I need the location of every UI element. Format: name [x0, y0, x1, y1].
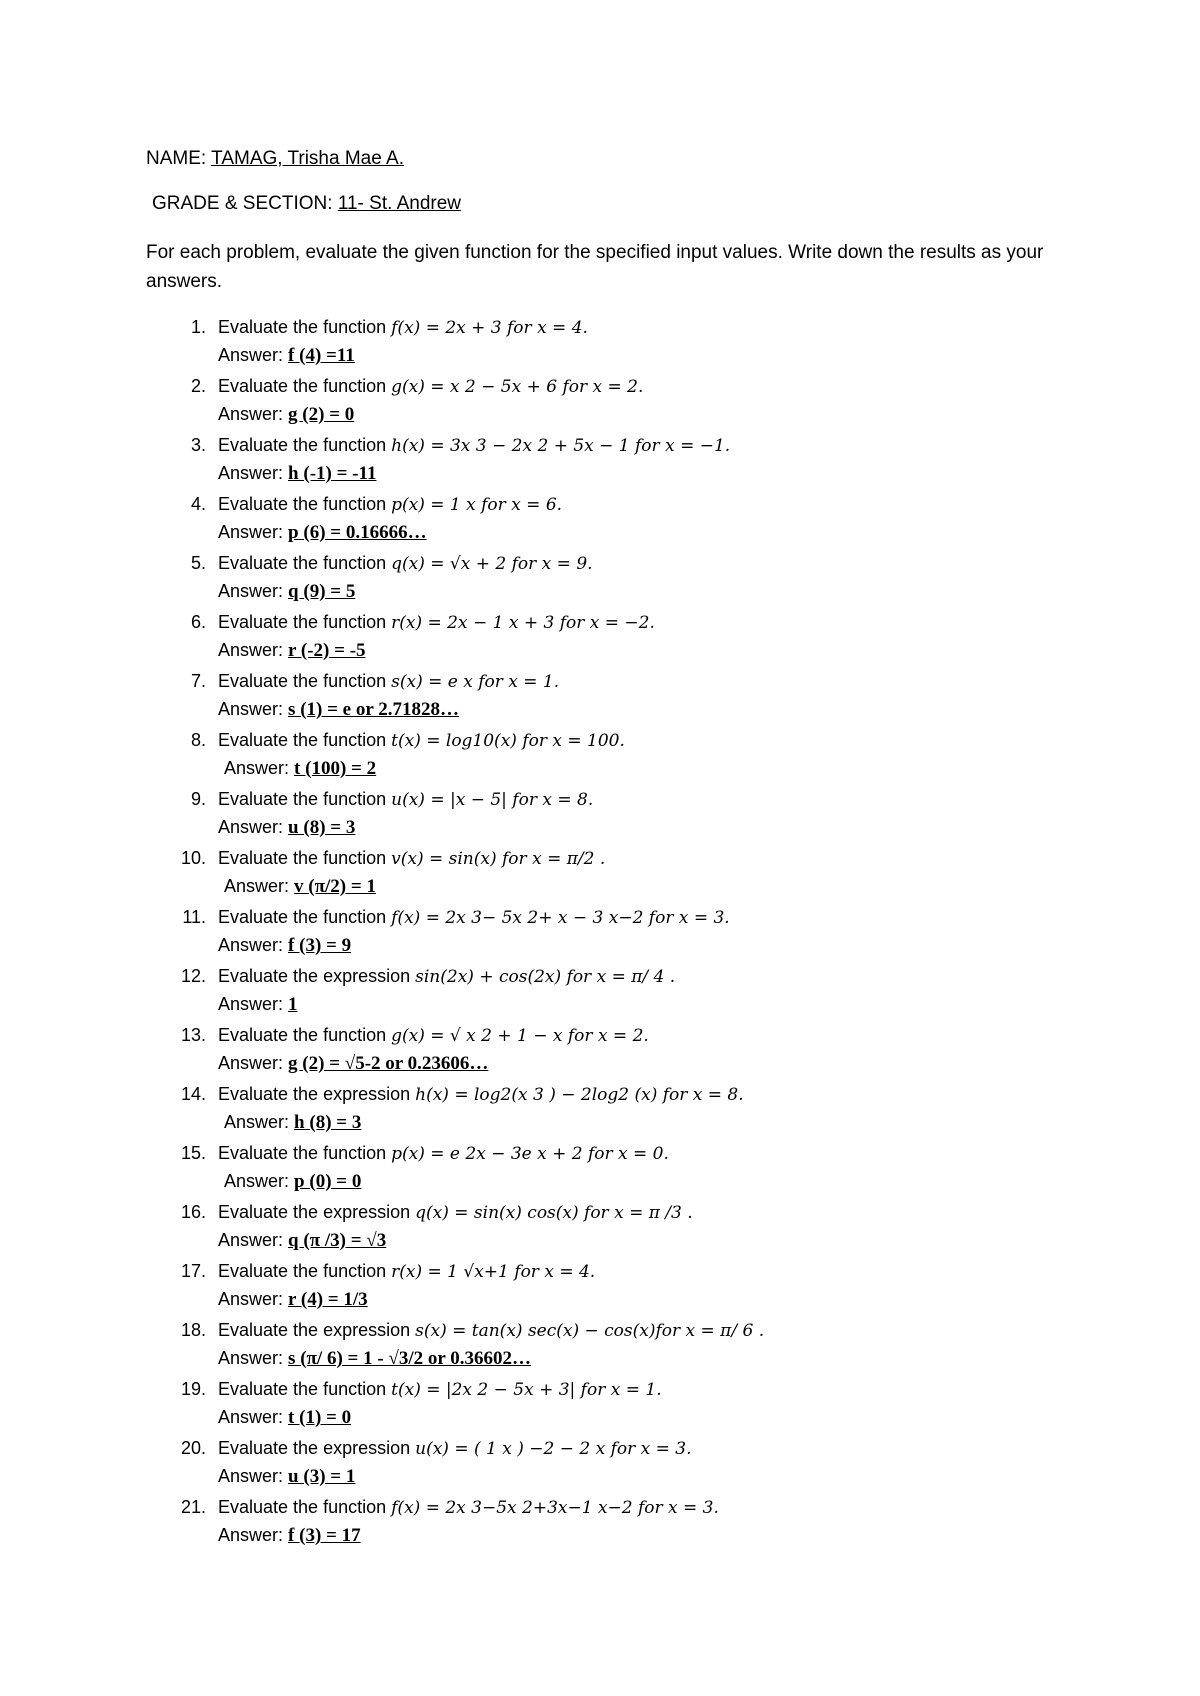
problem-answer-line: [218, 577, 355, 606]
answer-label: Answer:: [218, 463, 284, 483]
problem-number: 21.: [180, 1497, 206, 1517]
answer-label: Answer:: [218, 1053, 284, 1073]
problem-question: [218, 844, 605, 874]
answer-label: Answer:: [218, 581, 284, 601]
problem-answer-line: [218, 695, 459, 724]
answer-value: u (3) = 1: [288, 1466, 356, 1487]
problem-question: [218, 962, 675, 992]
problem-prefix: Evaluate the function: [218, 1143, 387, 1163]
problem-item: [146, 608, 1106, 667]
problem-prefix: Evaluate the function: [218, 317, 387, 337]
problem-prefix: Evaluate the function: [218, 1379, 387, 1399]
problem-answer-line: [218, 813, 355, 842]
problem-math: g(x) = √ x 2 + 1 − x for x = 2.: [391, 1026, 649, 1046]
problem-item: [146, 1139, 1106, 1198]
answer-label: Answer:: [218, 640, 284, 660]
answer-value: p (6) = 0.16666…: [288, 522, 427, 543]
answer-label: Answer:: [218, 699, 284, 719]
problem-prefix: Evaluate the expression: [218, 1438, 411, 1458]
problem-number: 13.: [180, 1025, 206, 1045]
problem-item: [146, 490, 1106, 549]
problem-prefix: Evaluate the expression: [218, 966, 411, 986]
problem-question: [218, 608, 655, 638]
problem-prefix: Evaluate the function: [218, 435, 387, 455]
problem-math: r(x) = 1 √x+1 for x = 4.: [391, 1262, 596, 1282]
problem-question: [218, 1375, 662, 1405]
problem-item: [146, 785, 1106, 844]
problem-answer-line: [218, 1285, 368, 1314]
problem-answer-line: [224, 1167, 361, 1196]
problem-question: [218, 1080, 744, 1110]
problem-item: [146, 1493, 1106, 1552]
problem-prefix: Evaluate the expression: [218, 1202, 411, 1222]
problem-question: [218, 667, 559, 697]
problem-question: [218, 726, 625, 756]
problem-math: u(x) = ( 1 x ) −2 − 2 x for x = 3.: [415, 1439, 692, 1459]
problem-item: [146, 962, 1106, 1021]
problem-number: 20.: [180, 1438, 206, 1458]
answer-value: p (0) = 0: [294, 1171, 362, 1192]
problem-math: s(x) = tan(x) sec(x) − cos(x)for x = π/ 6 .: [415, 1321, 765, 1341]
answer-label: Answer:: [218, 1348, 284, 1368]
problem-answer-line: [218, 1403, 351, 1432]
problem-item: [146, 549, 1106, 608]
problem-number: 12.: [180, 966, 206, 986]
problem-question: [218, 1021, 649, 1051]
problem-question: [218, 903, 730, 933]
grade-label: GRADE & SECTION:: [152, 193, 333, 214]
problem-number: 5.: [190, 553, 206, 573]
problem-number: 4.: [190, 494, 206, 514]
problem-answer-line: [218, 518, 427, 547]
problem-answer-line: [224, 872, 376, 901]
problem-prefix: Evaluate the function: [218, 494, 387, 514]
problem-prefix: Evaluate the function: [218, 730, 387, 750]
answer-value: t (1) = 0: [288, 1407, 352, 1428]
problem-item: [146, 844, 1106, 903]
problem-number: 10.: [180, 848, 206, 868]
problem-answer-line: [218, 1521, 361, 1550]
answer-label: Answer:: [218, 1466, 284, 1486]
problem-number: 9.: [190, 789, 206, 809]
problem-answer-line: [218, 1049, 488, 1078]
problem-answer-line: [218, 636, 366, 665]
problem-number: 18.: [180, 1320, 206, 1340]
problem-item: [146, 903, 1106, 962]
problem-question: [218, 1493, 719, 1523]
answer-label: Answer:: [224, 1112, 290, 1132]
answer-value: g (2) = 0: [288, 404, 355, 425]
answer-value: f (3) = 17: [288, 1525, 361, 1546]
problem-prefix: Evaluate the function: [218, 1497, 387, 1517]
problem-number: 7.: [190, 671, 206, 691]
answer-value: f (4) =11: [288, 345, 355, 366]
problem-number: 2.: [190, 376, 206, 396]
problem-question: [218, 1316, 764, 1346]
problem-answer-line: [224, 754, 376, 783]
answer-value: 1: [288, 994, 298, 1015]
answer-value: h (-1) = -11: [288, 463, 377, 484]
problem-prefix: Evaluate the function: [218, 907, 387, 927]
student-name-line: [146, 148, 404, 170]
problem-number: 19.: [180, 1379, 206, 1399]
answer-value: f (3) = 9: [288, 935, 352, 956]
problem-prefix: Evaluate the function: [218, 376, 387, 396]
problem-number: 8.: [190, 730, 206, 750]
problem-prefix: Evaluate the expression: [218, 1320, 411, 1340]
answer-value: r (-2) = -5: [288, 640, 366, 661]
answer-label: Answer:: [218, 994, 284, 1014]
problem-math: t(x) = log10(x) for x = 100.: [391, 731, 625, 751]
problem-math: q(x) = sin(x) cos(x) for x = π /3 .: [415, 1203, 693, 1223]
problem-prefix: Evaluate the function: [218, 1025, 387, 1045]
answer-label: Answer:: [218, 404, 284, 424]
problem-item: [146, 667, 1106, 726]
answer-label: Answer:: [218, 1230, 284, 1250]
problem-math: h(x) = 3x 3 − 2x 2 + 5x − 1 for x = −1.: [391, 436, 731, 456]
problem-item: [146, 372, 1106, 431]
problem-answer-line: [218, 1226, 386, 1255]
problem-answer-line: [218, 1344, 531, 1373]
problem-item: [146, 431, 1106, 490]
answer-label: Answer:: [224, 758, 290, 778]
answer-label: Answer:: [218, 345, 284, 365]
answer-label: Answer:: [224, 876, 290, 896]
problem-item: [146, 1021, 1106, 1080]
problem-math: f(x) = 2x + 3 for x = 4.: [391, 318, 588, 338]
answer-value: v (π/2) = 1: [294, 876, 376, 897]
grade-section-value: 11- St. Andrew: [337, 193, 462, 214]
answer-label: Answer:: [218, 1407, 284, 1427]
problem-math: g(x) = x 2 − 5x + 6 for x = 2.: [391, 377, 644, 397]
grade-section-line: [152, 193, 461, 215]
answer-value: u (8) = 3: [288, 817, 356, 838]
problem-answer-line: [218, 459, 376, 488]
problem-prefix: Evaluate the function: [218, 1261, 387, 1281]
problem-prefix: Evaluate the function: [218, 848, 387, 868]
problem-math: r(x) = 2x − 1 x + 3 for x = −2.: [391, 613, 655, 633]
answer-label: Answer:: [224, 1171, 290, 1191]
problem-answer-line: [218, 1462, 355, 1491]
problem-number: 14.: [180, 1084, 206, 1104]
problem-item: [146, 1375, 1106, 1434]
problem-math: q(x) = √x + 2 for x = 9.: [391, 554, 593, 574]
problem-question: [218, 490, 562, 520]
answer-label: Answer:: [218, 1525, 284, 1545]
answer-value: q (9) = 5: [288, 581, 356, 602]
answer-label: Answer:: [218, 935, 284, 955]
problem-prefix: Evaluate the function: [218, 789, 387, 809]
problem-number: 15.: [180, 1143, 206, 1163]
problem-question: [218, 431, 730, 461]
problem-item: [146, 1316, 1106, 1375]
problem-question: [218, 1139, 669, 1169]
problem-question: [218, 1434, 692, 1464]
problem-math: v(x) = sin(x) for x = π/2 .: [391, 849, 606, 869]
problem-item: [146, 1198, 1106, 1257]
problem-number: 11.: [182, 907, 206, 927]
problem-math: p(x) = e 2x − 3e x + 2 for x = 0.: [391, 1144, 669, 1164]
answer-label: Answer:: [218, 817, 284, 837]
problem-math: s(x) = e x for x = 1.: [391, 672, 560, 692]
answer-label: Answer:: [218, 1289, 284, 1309]
answer-value: s (π/ 6) = 1 - √3/2 or 0.36602…: [288, 1348, 531, 1369]
problem-question: [218, 1257, 595, 1287]
problem-math: sin(2x) + cos(2x) for x = π/ 4 .: [415, 967, 676, 987]
problem-question: [218, 785, 593, 815]
student-name: TAMAG, Trisha Mae A.: [211, 148, 404, 169]
problem-answer-line: [218, 400, 354, 429]
answer-value: s (1) = e or 2.71828…: [288, 699, 459, 720]
answer-value: t (100) = 2: [294, 758, 377, 779]
problem-math: f(x) = 2x 3−5x 2+3x−1 x−2 for x = 3.: [391, 1498, 719, 1518]
answer-value: q (π /3) = √3: [288, 1230, 387, 1251]
problem-item: [146, 1434, 1106, 1493]
problem-math: p(x) = 1 x for x = 6.: [391, 495, 563, 515]
instructions: For each problem, evaluate the given function for the specified input values. Write down the results as your answers.: [146, 242, 1044, 292]
problem-prefix: Evaluate the expression: [218, 1084, 411, 1104]
problem-answer-line: [218, 990, 298, 1019]
problem-number: 6.: [190, 612, 206, 632]
problem-answer-line: [218, 931, 351, 960]
problem-item: [146, 726, 1106, 785]
problem-number: 16.: [180, 1202, 206, 1222]
problem-item: [146, 1257, 1106, 1316]
problem-number: 17.: [180, 1261, 206, 1281]
answer-value: h (8) = 3: [294, 1112, 362, 1133]
problem-math: f(x) = 2x 3− 5x 2+ x − 3 x−2 for x = 3.: [391, 908, 730, 928]
problem-item: [146, 313, 1106, 372]
problem-prefix: Evaluate the function: [218, 671, 387, 691]
problem-question: [218, 1198, 693, 1228]
problem-math: t(x) = |2x 2 − 5x + 3| for x = 1.: [391, 1380, 662, 1400]
problem-prefix: Evaluate the function: [218, 612, 387, 632]
problem-prefix: Evaluate the function: [218, 553, 387, 573]
problem-number: 3.: [190, 435, 206, 455]
problem-question: [218, 549, 593, 579]
problem-item: [146, 1080, 1106, 1139]
problem-math: u(x) = |x − 5| for x = 8.: [391, 790, 594, 810]
answer-label: Answer:: [218, 522, 284, 542]
problem-question: [218, 372, 643, 402]
problem-math: h(x) = log2(x 3 ) − 2log2 (x) for x = 8.: [415, 1085, 744, 1105]
problem-answer-line: [224, 1108, 361, 1137]
problem-question: [218, 313, 588, 343]
answer-value: r (4) = 1/3: [288, 1289, 368, 1310]
answer-value: g (2) = √5-2 or 0.23606…: [288, 1053, 489, 1074]
problem-list: [146, 313, 1106, 1552]
problem-number: 1.: [190, 317, 206, 337]
name-label: NAME:: [146, 148, 207, 169]
problem-answer-line: [218, 341, 355, 370]
